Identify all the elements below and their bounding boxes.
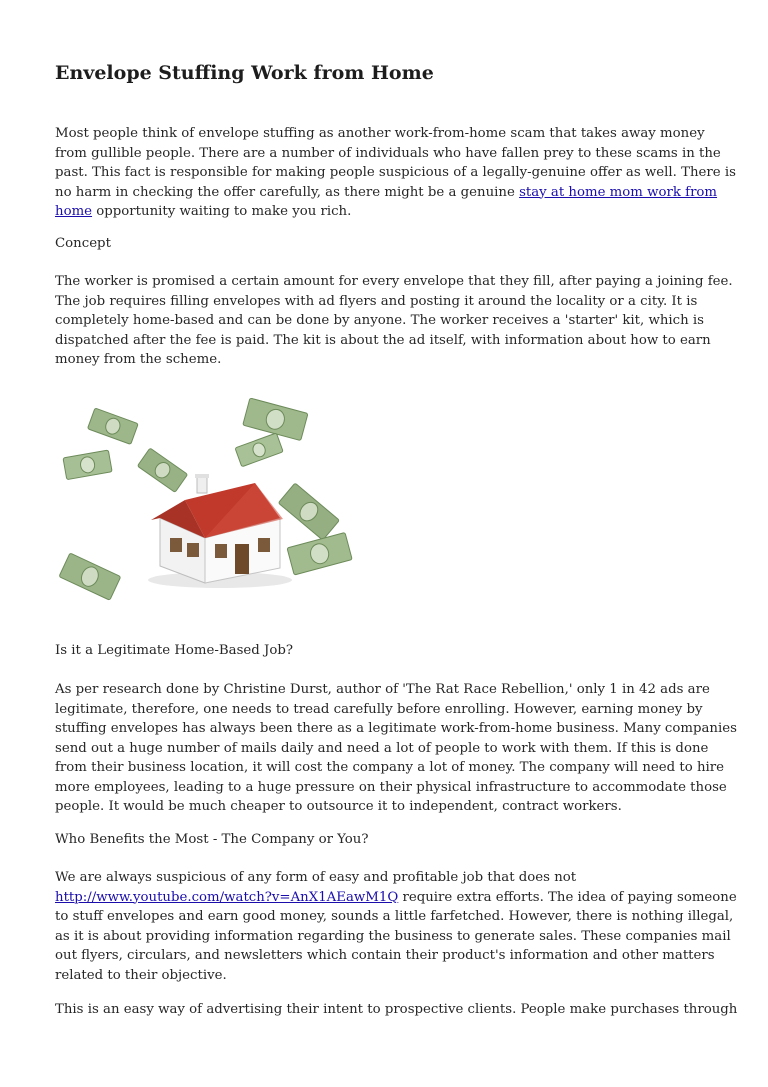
legit-line-2: legitimate, therefore, one needs to tread carefully before enrolling. However, earning money by bbox=[55, 701, 703, 717]
legit-heading-text: Is it a Legitimate Home-Based Job? bbox=[55, 643, 293, 658]
benefits-line-2-text: require extra efforts. The idea of paying someone bbox=[398, 889, 737, 905]
page-title: Envelope Stuffing Work from Home bbox=[55, 62, 434, 84]
concept-line-4: dispatched after the fee is paid. The kit is about the ad itself, with information about how to earn bbox=[55, 332, 711, 348]
benefits-paragraph bbox=[55, 868, 737, 985]
legit-line-4: send out a huge number of mails daily and need a lot of people to work with them. If this is done bbox=[55, 740, 709, 756]
house-with-flying-money-icon bbox=[55, 388, 370, 623]
intro-line-5 bbox=[55, 202, 717, 222]
legit-heading bbox=[55, 641, 717, 661]
closing-line-1: This is an easy way of advertising their intent to prospective clients. People make purchases through bbox=[55, 1002, 738, 1017]
concept-paragraph bbox=[55, 272, 733, 370]
benefits-line-6: related to their objective. bbox=[55, 967, 227, 983]
legit-paragraph bbox=[55, 680, 737, 817]
concept-heading-text: Concept bbox=[55, 236, 111, 251]
stay-at-home-link-continued[interactable]: home bbox=[55, 204, 93, 219]
intro-line-2: from gullible people. There are a number of individuals who have fallen prey to these scams in the bbox=[55, 145, 721, 161]
closing-paragraph bbox=[55, 1000, 738, 1020]
concept-line-1: The worker is promised a certain amount for every envelope that they fill, after paying a joining fee. bbox=[55, 274, 733, 289]
youtube-link[interactable]: http://www.youtube.com/watch?v=AnX1AEawM1Q bbox=[55, 889, 399, 905]
benefits-line-2 bbox=[55, 888, 737, 908]
intro-line-1: Most people think of envelope stuffing as another work-from-home scam that takes away money bbox=[55, 126, 705, 141]
stay-at-home-link[interactable]: stay at home mom work from bbox=[519, 184, 718, 200]
intro-paragraph bbox=[55, 124, 736, 222]
concept-heading bbox=[55, 234, 717, 254]
legit-line-5: from their business location, it will cost the company a lot of money. The company will need to hire bbox=[55, 760, 725, 775]
intro-line-3: past. This fact is responsible for making people suspicious of a legally-genuine offer as well. There is bbox=[55, 165, 736, 180]
legit-line-1: As per research done by Christine Durst, author of 'The Rat Race Rebellion,' only 1 in 42 ads are bbox=[55, 682, 710, 697]
legit-line-6: more employees, leading to a huge pressure on their physical infrastructure to accommodate those bbox=[55, 779, 727, 795]
concept-line-2: The job requires filling envelopes with ad flyers and posting it around the locality or a city. It is bbox=[55, 293, 698, 309]
benefits-heading bbox=[55, 830, 717, 850]
intro-line-5-text: opportunity waiting to make you rich. bbox=[92, 204, 352, 219]
intro-line-4 bbox=[55, 183, 717, 203]
concept-line-5: money from the scheme. bbox=[55, 352, 222, 367]
benefits-line-4: as it is about providing information regarding the business to generate sales. These companies mail bbox=[55, 928, 731, 944]
intro-line-4-text: no harm in checking the offer carefully, as there might be a genuine bbox=[55, 184, 520, 200]
house-money-image bbox=[55, 388, 370, 623]
legit-line-7: people. It would be much cheaper to outsource it to independent, contract workers. bbox=[55, 799, 622, 814]
benefits-line-3: to stuff envelopes and earn good money, sounds a little farfetched. However, there is nothing illegal, bbox=[55, 909, 734, 924]
benefits-line-5: out flyers, circulars, and newsletters which contain their product's information and other matters bbox=[55, 948, 715, 963]
concept-line-3: completely home-based and can be done by anyone. The worker receives a 'starter' kit, which is bbox=[55, 313, 704, 328]
legit-line-3: stuffing envelopes has always been there as a legitimate work-from-home business. Many companies bbox=[55, 721, 737, 736]
benefits-line-1: We are always suspicious of any form of easy and profitable job that does not bbox=[55, 870, 577, 885]
benefits-heading-text: Who Benefits the Most - The Company or You? bbox=[55, 832, 369, 847]
